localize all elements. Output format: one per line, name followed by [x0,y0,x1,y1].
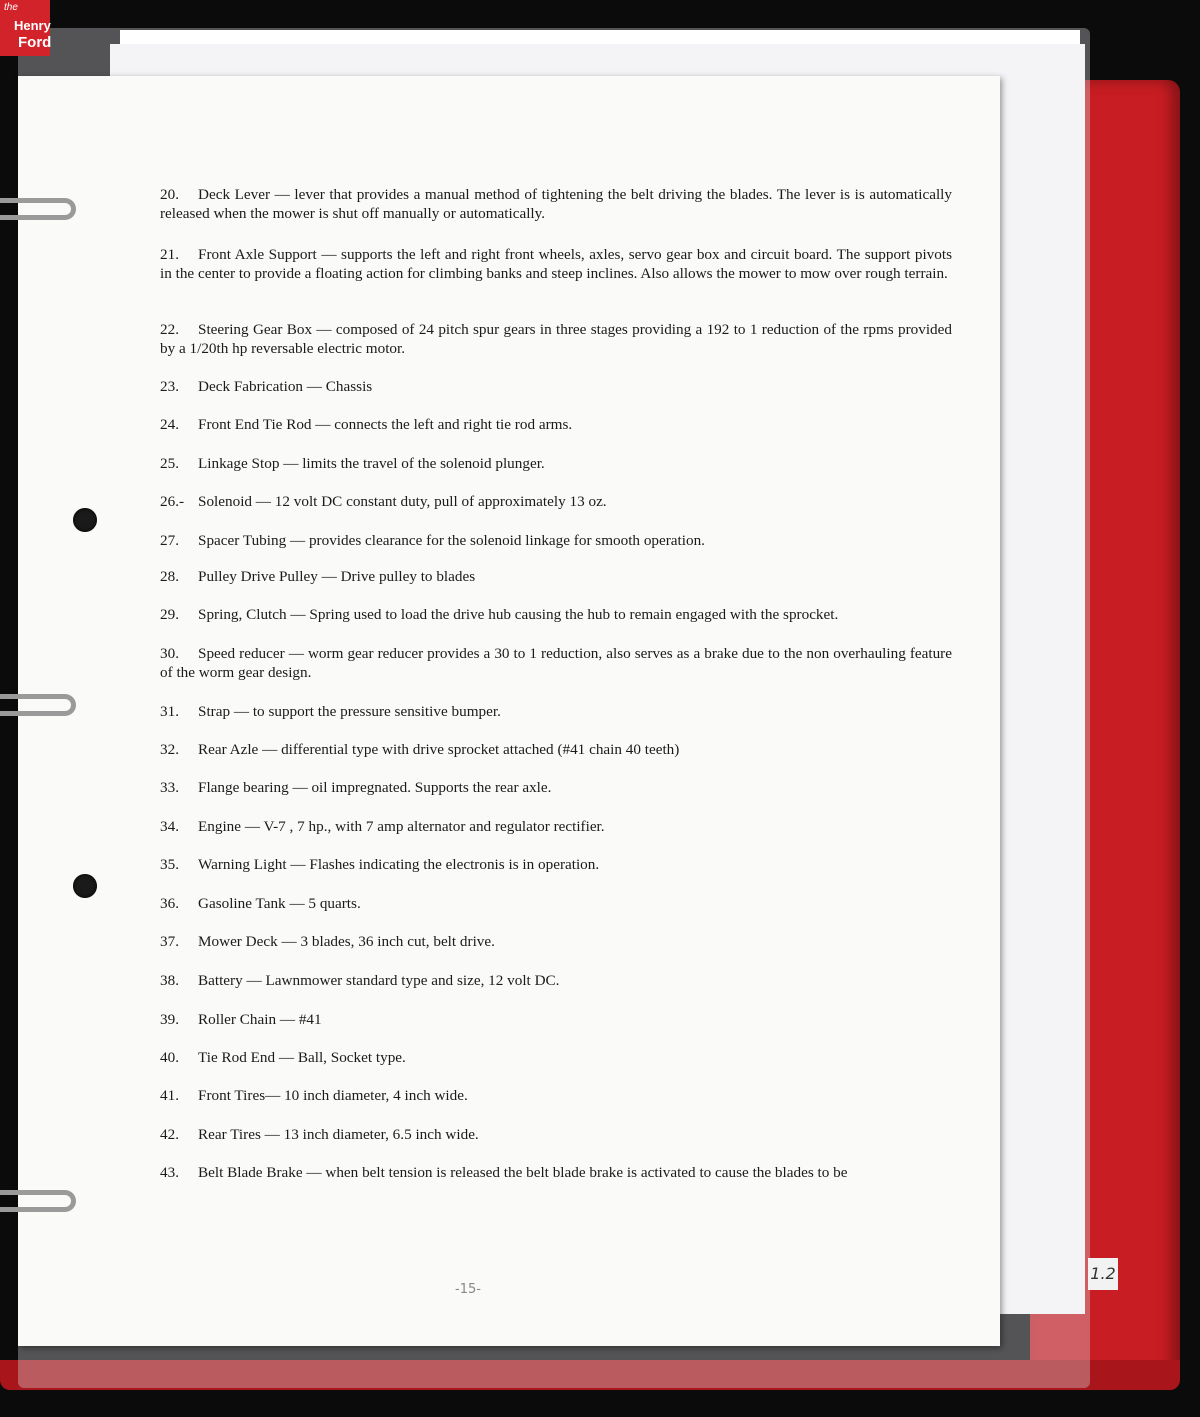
list-item: 43. Belt Blade Brake — when belt tension is released the belt blade brake is activated to cause the blades to be [160,1164,848,1181]
list-item: 40. Tie Rod End — Ball, Socket type. [160,1049,406,1066]
list-item: 30. Speed reducer — worm gear reducer provides a 30 to 1 reduction, also serves as a brake due to the non overhauling feature of the worm gear design. [160,645,952,681]
list-item: 28. Pulley Drive Pulley — Drive pulley to blades [160,568,476,585]
henry-ford-logo [0,0,50,56]
page-tab-label: 1.2 [1088,1258,1118,1290]
list-item: 25. Linkage Stop — limits the travel of the solenoid plunger. [160,455,545,472]
list-item: 41. Front Tires— 10 inch diameter, 4 inch wide. [160,1087,468,1104]
binder-ring-middle [0,694,76,716]
list-item: 26.- Solenoid — 12 volt DC constant duty, pull of approximately 13 oz. [160,493,607,510]
list-item: 36. Gasoline Tank — 5 quarts. [160,895,361,912]
binder-ring-top [0,198,76,220]
list-item: 35. Warning Light — Flashes indicating the electronis is in operation. [160,856,600,873]
page-number: -15- [455,1282,481,1297]
logo-ford: Ford [18,34,52,51]
list-item: 39. Roller Chain — #41 [160,1011,322,1028]
list-item: 29. Spring, Clutch — Spring used to load the drive hub causing the hub to remain engaged with the sprocket. [160,606,839,623]
list-item: 23. Deck Fabrication — Chassis [160,378,373,395]
list-item: 20. Deck Lever — lever that provides a manual method of tightening the belt driving the blades. The lever is is automatically released when the mower is shut off manually or automatically. [160,186,952,222]
punch-hole [73,508,97,532]
list-item: 37. Mower Deck — 3 blades, 36 inch cut, belt drive. [160,933,495,950]
list-item: 42. Rear Tires — 13 inch diameter, 6.5 inch wide. [160,1126,479,1143]
list-item: 27. Spacer Tubing — provides clearance for the solenoid linkage for smooth operation. [160,532,705,549]
list-item: 32. Rear Azle — differential type with drive sprocket attached (#41 chain 40 teeth) [160,741,680,758]
logo-henry: Henry [14,18,51,33]
list-item: 21. Front Axle Support — supports the left and right front wheels, axles, servo gear box and circuit board. The support pivots in the center to provide a floating action for climbing banks and steep inclines. Also allows the mower to mow over rough terrain. [160,246,952,282]
list-item: 22. Steering Gear Box — composed of 24 pitch spur gears in three stages providing a 192 to 1 reduction of the rpms provided by a 1/20th hp reversable electric motor. [160,321,952,357]
list-item: 24. Front End Tie Rod — connects the left and right tie rod arms. [160,416,573,433]
list-item: 38. Battery — Lawnmower standard type and size, 12 volt DC. [160,972,560,989]
list-item: 34. Engine — V-7 , 7 hp., with 7 amp alternator and regulator rectifier. [160,818,605,835]
list-item: 31. Strap — to support the pressure sensitive bumper. [160,703,501,720]
list-item: 33. Flange bearing — oil impregnated. Supports the rear axle. [160,779,552,796]
punch-hole [73,874,97,898]
logo-the: the [4,2,18,13]
binder-ring-bottom [0,1190,76,1212]
